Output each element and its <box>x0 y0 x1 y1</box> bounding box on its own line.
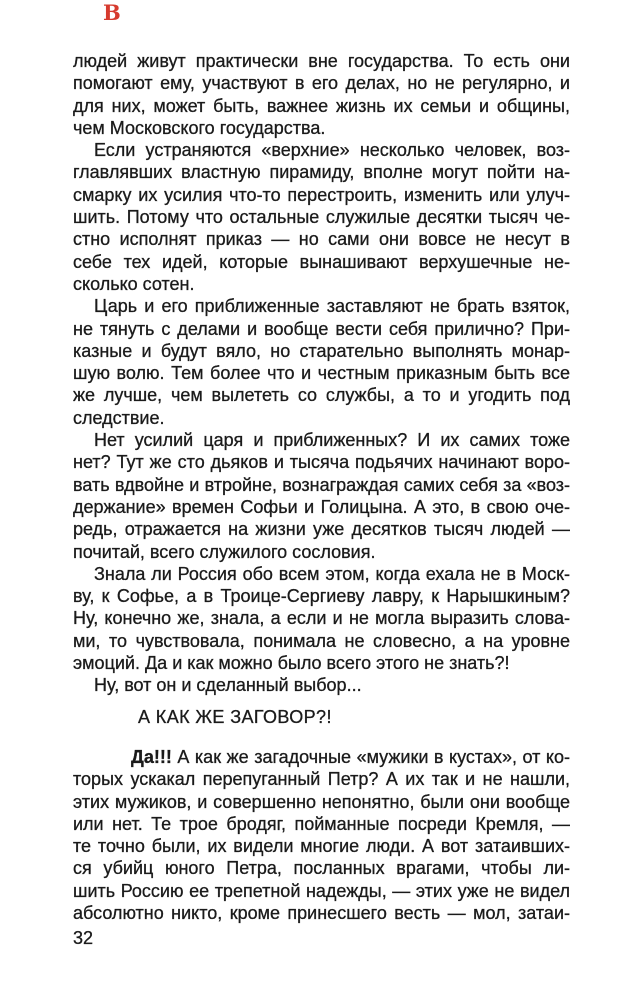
text-line: шую волю. Тем более что и честным приказным быть все <box>73 363 570 384</box>
text-line: чем Московского государства. <box>73 117 326 138</box>
section-heading: А КАК ЖЕ ЗАГОВОР?! <box>138 706 332 727</box>
text-line: смарку их усилия что-то перестроить, изменить или улуч- <box>73 184 570 205</box>
text-line: ву, к Софье, а в Троице-Сергиеву лавру, к Нарышкиным? <box>73 586 570 607</box>
bold-lead-word: Да!!! <box>131 746 172 767</box>
red-corner-mark: В <box>103 0 121 25</box>
paragraph <box>73 139 570 295</box>
text-line: шить. Потому что остальные служилые десятки тысяч че- <box>73 207 570 228</box>
text-line: шить Россию ее трепетной надежды, — этих уже не видел <box>73 880 570 901</box>
text-line: не тянуть с делами и вообще вести себя прилично? При- <box>73 318 570 339</box>
paragraph <box>73 50 570 139</box>
text-line: Знала ли Россия обо всем этом, когда ехала не в Моск- <box>94 563 570 584</box>
text-line: стно исполнят приказ — но сами они вовсе не несут в <box>73 229 570 250</box>
text-line: сколько сотен. <box>73 273 195 294</box>
text-line: ся убийц юного Петра, посланных врагами, чтобы ли- <box>73 858 570 879</box>
paragraph <box>73 746 570 924</box>
text-line: казные и будут вяло, но старательно выполнять монар- <box>73 340 570 361</box>
text-line: главлявших властную пирамиду, вполне могут пойти на- <box>73 162 570 183</box>
text-line: держание» времен Софьи и Голицына. А это, в свою оче- <box>73 496 570 517</box>
paragraph <box>73 429 570 563</box>
text-line: Ну, конечно же, знала, а если и не могла выразить слова- <box>73 608 570 629</box>
paragraph <box>73 674 570 696</box>
text-line: людей живут практически вне государства. То есть они <box>73 51 570 71</box>
text-line: этих мужиков, и совершенно непонятно, были они вообще <box>73 791 570 812</box>
text-line: ми, то чувствовала, понимала не словесно, а на уровне <box>73 630 570 651</box>
text-line: для них, может быть, важнее жизнь их семьи и общины, <box>73 95 570 116</box>
text-line: эмоций. Да и как можно было всего этого не знать?! <box>73 653 510 674</box>
text-line: Да!!! А как же загадочные «мужики в кустах», от ко- <box>131 746 570 767</box>
text-line: Если устраняются «верхние» несколько человек, воз- <box>94 140 570 161</box>
text-line: абсолютно никто, кроме принесшего весть — мол, затаи- <box>73 902 570 923</box>
text-line: или нет. Те трое бродяг, пойманные посреди Кремля, — <box>73 813 570 834</box>
text-line: торых ускакал перепуганный Петр? А их так и не нашли, <box>73 769 570 790</box>
text-line: себе тех идей, которые вынашивают верхушечные не- <box>73 251 570 272</box>
text-line: Нет усилий царя и приближенных? И их самих тоже <box>94 430 570 451</box>
text-line: редь, отражается на жизни уже десятков тысяч людей — <box>73 519 570 540</box>
text-line: почитай, всего служилого сословия. <box>73 541 376 562</box>
paragraph <box>73 563 570 674</box>
text-line: Царь и его приближенные заставляют не брать взяток, <box>94 296 570 317</box>
text-block <box>73 50 570 924</box>
text-line: вать вдвойне и втройне, вознаграждая самих себя за «воз- <box>73 474 570 495</box>
text-line: помогают ему, участвуют в его делах, но не регулярно, и <box>73 73 570 94</box>
text-line: нет? Тут же сто дьяков и тысяча подьячих начинают воро- <box>73 452 570 473</box>
text-line: следствие. <box>73 407 165 428</box>
page-number: 32 <box>73 928 94 948</box>
text-line: те точно были, их видели многие люди. А вот затаивших- <box>73 836 570 857</box>
text-line: же лучше, чем вылететь со службы, а то и угодить под <box>73 385 570 406</box>
paragraph <box>73 295 570 429</box>
text-line: Ну, вот он и сделанный выбор... <box>94 675 362 696</box>
